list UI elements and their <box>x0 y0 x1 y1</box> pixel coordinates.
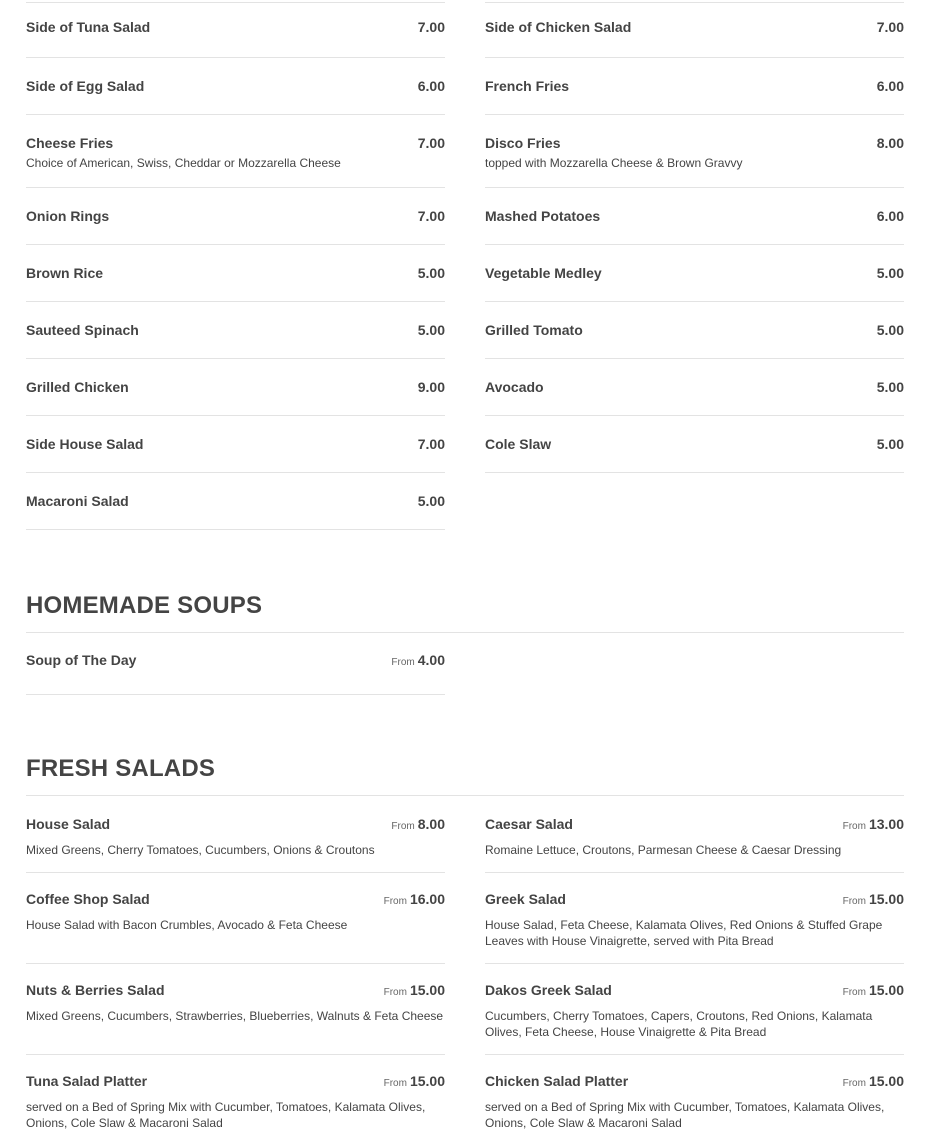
item-name: Mashed Potatoes <box>485 208 601 224</box>
item-name: French Fries <box>485 78 570 94</box>
menu-item <box>485 188 904 245</box>
item-description: House Salad, Feta Cheese, Kalamata Olives, Red Onions & Stuffed Grape Leaves with House Vinaigrette, served with Pita Bread <box>485 918 883 948</box>
item-description: Mixed Greens, Cucumbers, Strawberries, Blueberries, Walnuts & Feta Cheese <box>26 1009 444 1023</box>
item-name: Caesar Salad <box>485 816 573 832</box>
item-description: Romaine Lettuce, Croutons, Parmesan Cheese & Caesar Dressing <box>485 843 842 857</box>
item-name: Tuna Salad Platter <box>26 1073 148 1089</box>
from-label: From <box>383 1078 407 1089</box>
item-price: 8.00 <box>417 816 445 832</box>
item-price: 6.00 <box>876 78 904 94</box>
from-label: From <box>391 821 415 832</box>
item-price: 6.00 <box>417 78 445 94</box>
item-name: Coffee Shop Salad <box>26 891 150 907</box>
menu-item <box>485 798 904 873</box>
item-price-group <box>391 652 445 671</box>
item-name: Greek Salad <box>485 891 566 907</box>
menu-item <box>485 58 904 115</box>
item-price: 7.00 <box>417 208 445 224</box>
item-price-group <box>843 891 904 910</box>
from-label: From <box>383 987 407 998</box>
item-price: 15.00 <box>409 982 445 998</box>
salads-right-column <box>485 798 904 1140</box>
menu-item <box>485 359 904 416</box>
item-price: 15.00 <box>868 982 904 998</box>
item-name: Macaroni Salad <box>26 493 129 509</box>
section-title-salads: FRESH SALADS <box>26 755 904 796</box>
menu-item <box>26 245 445 302</box>
item-name: Side of Tuna Salad <box>26 19 151 35</box>
item-name: Sauteed Spinach <box>26 322 139 338</box>
item-price-group <box>843 1073 904 1092</box>
item-price-group <box>384 891 445 910</box>
salads-left-column <box>26 798 445 1140</box>
menu-item <box>26 58 445 115</box>
item-price: 5.00 <box>876 436 904 452</box>
item-name: Side House Salad <box>26 436 144 452</box>
menu-item <box>485 416 904 473</box>
menu-item <box>26 964 445 1055</box>
menu-item <box>485 964 904 1055</box>
menu-item <box>26 798 445 873</box>
soups-column <box>26 635 445 695</box>
item-name: Onion Rings <box>26 208 110 224</box>
item-price: 6.00 <box>876 208 904 224</box>
item-price: 13.00 <box>868 816 904 832</box>
section-title-soups: HOMEMADE SOUPS <box>26 592 904 633</box>
from-label: From <box>383 896 407 907</box>
item-price: 7.00 <box>417 436 445 452</box>
item-name: Grilled Chicken <box>26 379 129 395</box>
item-price-group <box>384 1073 445 1092</box>
item-name: Chicken Salad Platter <box>485 1073 629 1089</box>
menu-item <box>485 1055 904 1140</box>
item-name: Grilled Tomato <box>485 322 583 338</box>
from-label: From <box>842 896 866 907</box>
item-description: Cucumbers, Cherry Tomatoes, Capers, Croutons, Red Onions, Kalamata Olives, Feta Cheese, House Vinaigrette & Pita Bread <box>485 1009 873 1039</box>
menu-item <box>26 473 445 530</box>
item-price: 4.00 <box>417 652 445 668</box>
from-label: From <box>842 987 866 998</box>
item-name: House Salad <box>26 816 111 832</box>
menu-item <box>26 873 445 964</box>
item-description: Mixed Greens, Cherry Tomatoes, Cucumbers, Onions & Croutons <box>26 843 375 857</box>
item-description: Choice of American, Swiss, Cheddar or Mozzarella Cheese <box>26 156 341 170</box>
item-name: Vegetable Medley <box>485 265 602 281</box>
from-label: From <box>842 821 866 832</box>
from-label: From <box>391 657 415 668</box>
item-price: 5.00 <box>417 493 445 509</box>
item-description: served on a Bed of Spring Mix with Cucumber, Tomatoes, Kalamata Olives, Onions, Cole Slaw & Macaroni Salad <box>485 1100 885 1130</box>
menu-item <box>26 115 445 188</box>
menu-item <box>26 302 445 359</box>
item-price: 5.00 <box>876 265 904 281</box>
sides-right-column <box>485 0 904 473</box>
item-name: Dakos Greek Salad <box>485 982 612 998</box>
item-price-group <box>843 816 904 835</box>
menu-item <box>26 188 445 245</box>
item-price: 5.00 <box>417 265 445 281</box>
item-price: 16.00 <box>409 891 445 907</box>
menu-item <box>26 0 445 58</box>
menu-item <box>26 1055 445 1140</box>
item-price: 7.00 <box>417 135 445 151</box>
item-price: 9.00 <box>417 379 445 395</box>
from-label: From <box>842 1078 866 1089</box>
item-name: Nuts & Berries Salad <box>26 982 165 998</box>
item-name: Cole Slaw <box>485 436 552 452</box>
menu-item <box>485 0 904 58</box>
item-description: topped with Mozzarella Cheese & Brown Gravvy <box>485 156 743 170</box>
item-description: served on a Bed of Spring Mix with Cucumber, Tomatoes, Kalamata Olives, Onions, Cole Slaw & Macaroni Salad <box>26 1100 426 1130</box>
item-price: 8.00 <box>876 135 904 151</box>
item-price: 5.00 <box>417 322 445 338</box>
item-price: 7.00 <box>876 19 904 35</box>
menu-item <box>485 302 904 359</box>
menu-item <box>26 359 445 416</box>
menu-item <box>485 245 904 302</box>
menu-item <box>26 635 445 695</box>
item-name: Disco Fries <box>485 135 561 151</box>
menu-item <box>26 416 445 473</box>
menu-item <box>485 115 904 188</box>
item-description: House Salad with Bacon Crumbles, Avocado & Feta Cheese <box>26 918 348 932</box>
item-price-group <box>384 982 445 1001</box>
item-name: Soup of The Day <box>26 652 137 668</box>
item-price: 5.00 <box>876 322 904 338</box>
item-price: 5.00 <box>876 379 904 395</box>
item-price-group <box>391 816 445 835</box>
item-price: 15.00 <box>409 1073 445 1089</box>
item-name: Avocado <box>485 379 544 395</box>
item-price: 15.00 <box>868 1073 904 1089</box>
item-name: Side of Egg Salad <box>26 78 145 94</box>
item-price: 15.00 <box>868 891 904 907</box>
menu-item <box>485 873 904 964</box>
item-price: 7.00 <box>417 19 445 35</box>
sides-left-column <box>26 0 445 530</box>
item-name: Cheese Fries <box>26 135 114 151</box>
item-name: Brown Rice <box>26 265 104 281</box>
item-price-group <box>843 982 904 1001</box>
item-name: Side of Chicken Salad <box>485 19 632 35</box>
